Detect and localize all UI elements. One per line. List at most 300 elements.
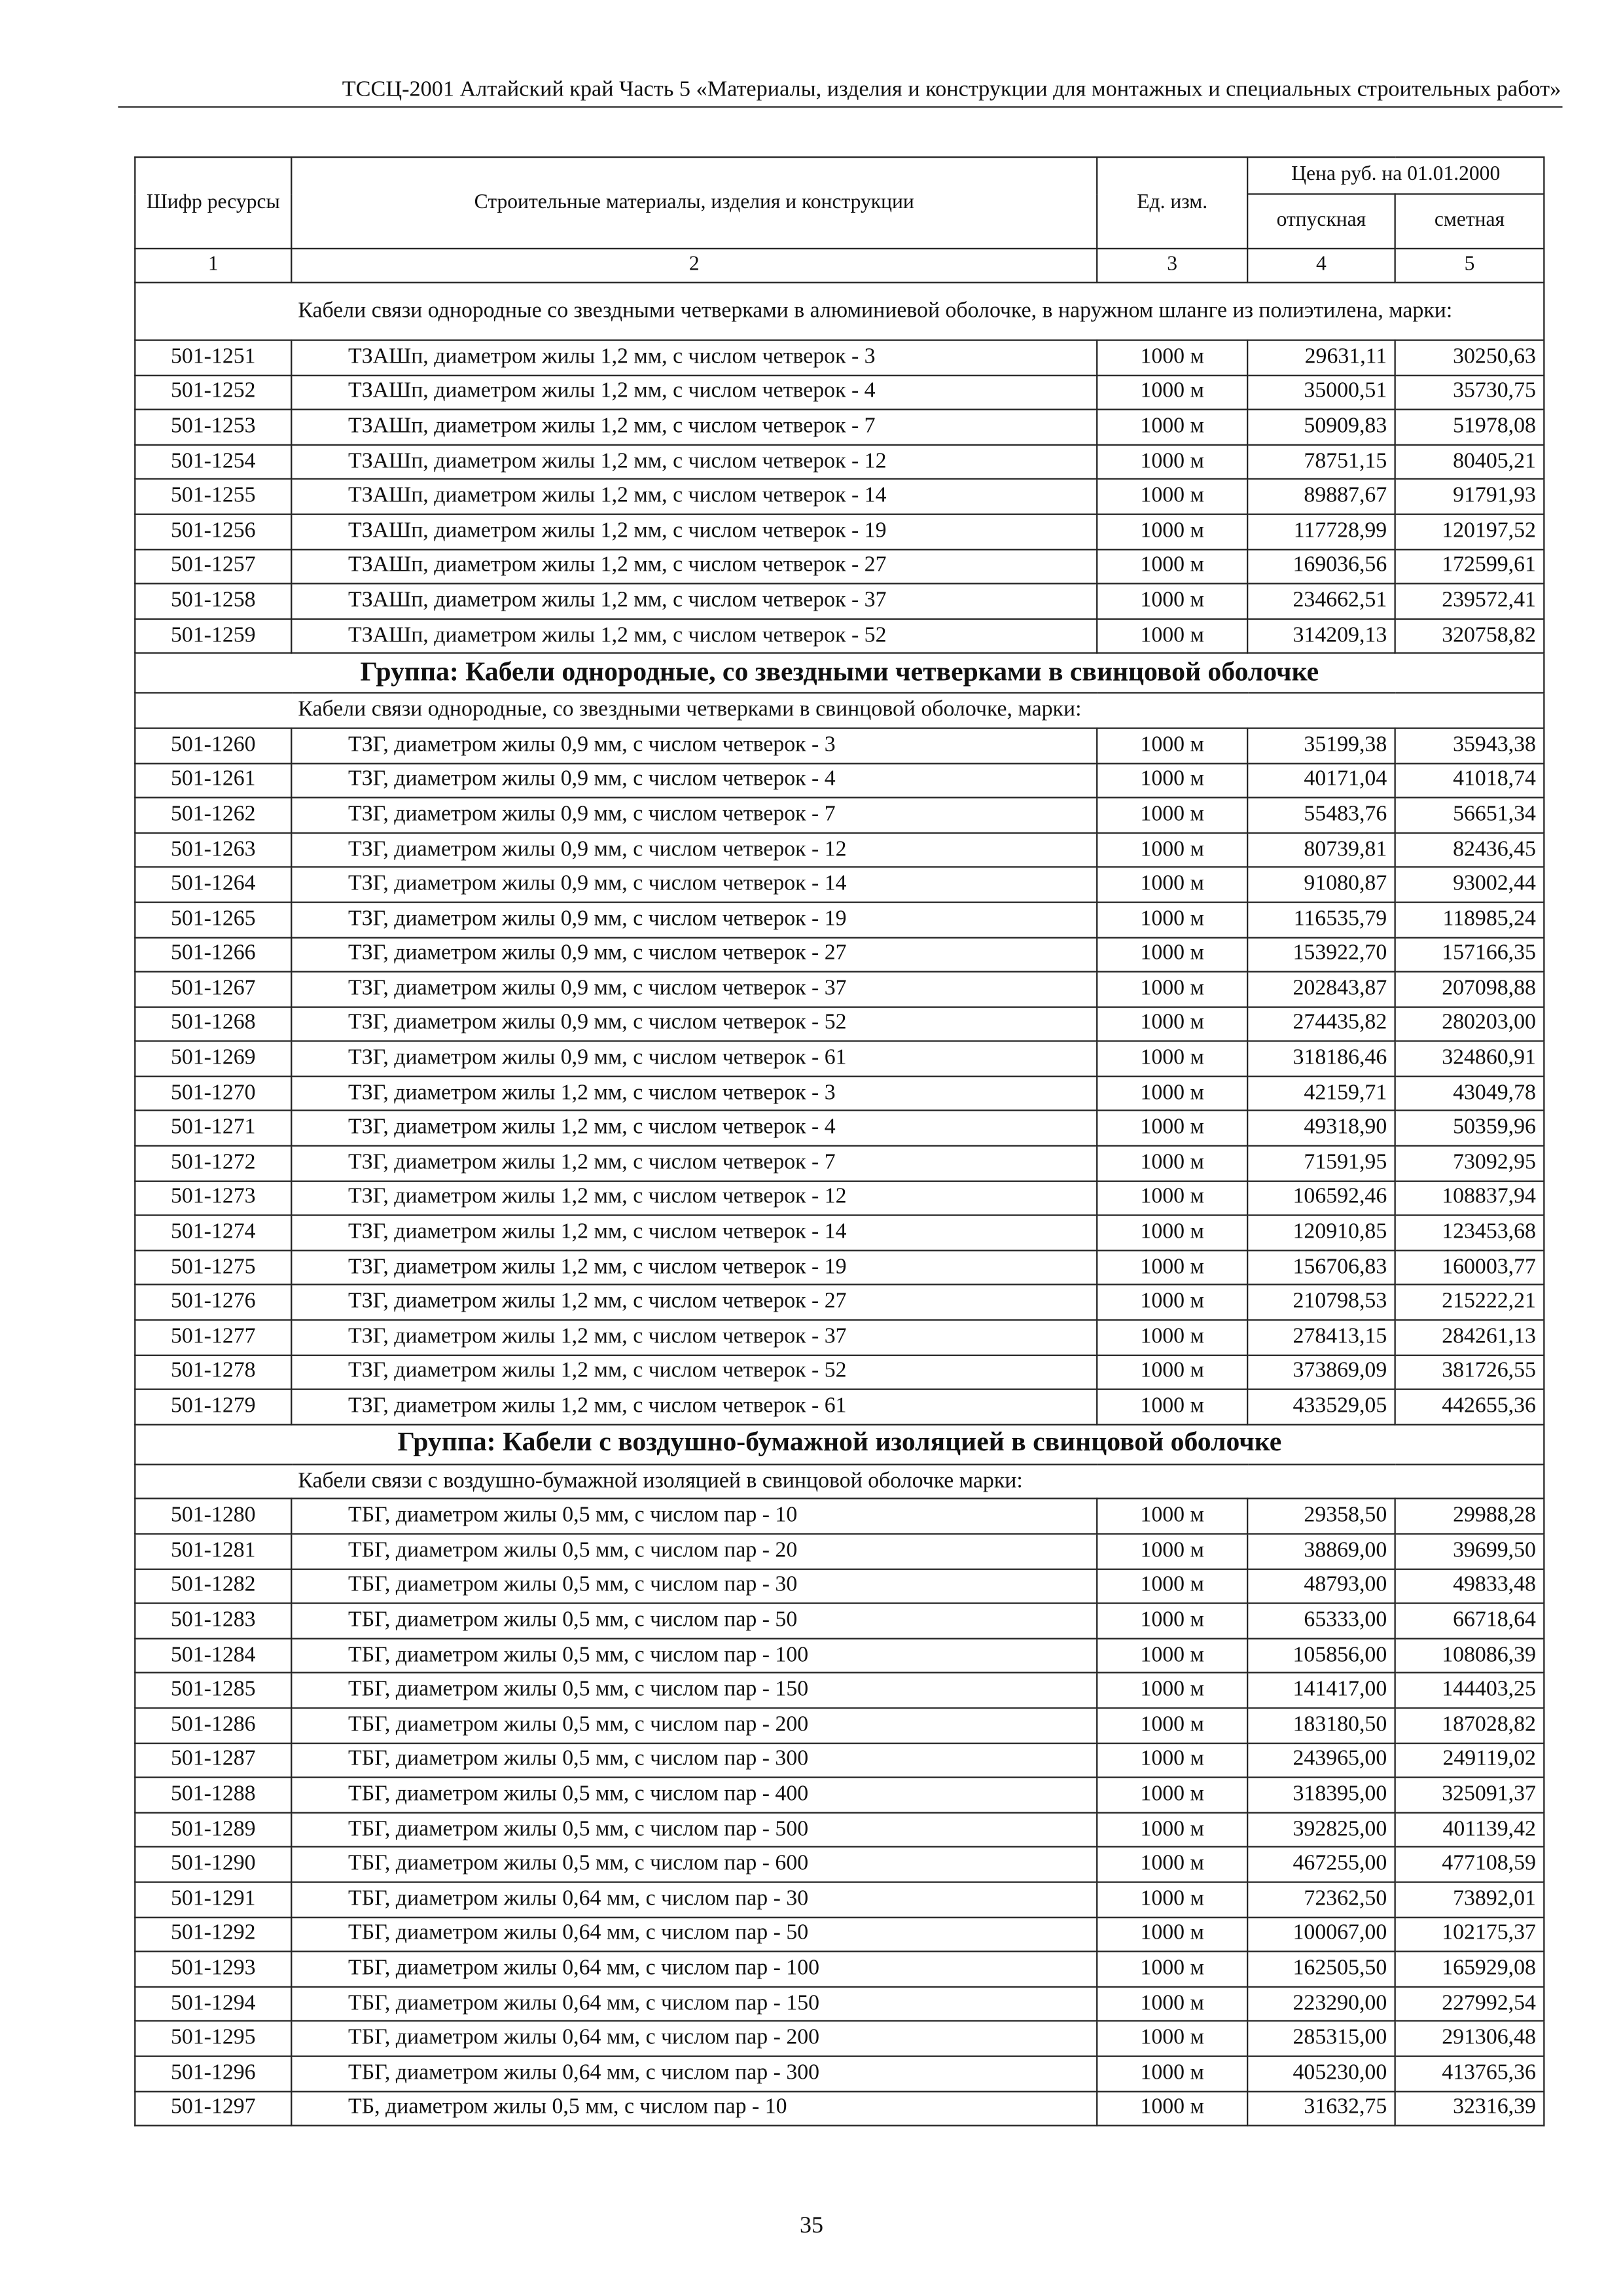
column-number: 1 <box>135 249 291 283</box>
unit-of-measure: 1000 м <box>1097 340 1247 375</box>
unit-of-measure: 1000 м <box>1097 1534 1247 1569</box>
release-price: 49318,90 <box>1247 1111 1395 1146</box>
resource-code: 501-1287 <box>135 1743 291 1778</box>
table-row <box>135 1986 1544 2021</box>
resource-code: 501-1291 <box>135 1882 291 1916</box>
table-row <box>135 584 1544 619</box>
release-price: 71591,95 <box>1247 1146 1395 1181</box>
table-row <box>135 1355 1544 1390</box>
estimate-price: 66718,64 <box>1395 1604 1544 1638</box>
unit-of-measure: 1000 м <box>1097 1215 1247 1250</box>
estimate-price: 477108,59 <box>1395 1847 1544 1882</box>
estimate-price: 187028,82 <box>1395 1708 1544 1743</box>
estimate-price: 165929,08 <box>1395 1952 1544 1986</box>
estimate-price: 32316,39 <box>1395 2091 1544 2126</box>
resource-code: 501-1279 <box>135 1390 291 1424</box>
release-price: 55483,76 <box>1247 798 1395 833</box>
estimate-price: 442655,36 <box>1395 1390 1544 1424</box>
table-row <box>135 1390 1544 1424</box>
material-name: ТБГ, диаметром жилы 0,5 мм, с числом пар - 500 <box>291 1812 1097 1847</box>
estimate-price: 320758,82 <box>1395 619 1544 653</box>
resource-code: 501-1259 <box>135 619 291 653</box>
section-intro-row <box>135 283 1544 340</box>
estimate-price: 51978,08 <box>1395 410 1544 444</box>
material-name: ТБГ, диаметром жилы 0,5 мм, с числом пар - 200 <box>291 1708 1097 1743</box>
unit-of-measure: 1000 м <box>1097 1146 1247 1181</box>
release-price: 35199,38 <box>1247 728 1395 762</box>
unit-of-measure: 1000 м <box>1097 1708 1247 1743</box>
table-row <box>135 1041 1544 1076</box>
resource-code: 501-1278 <box>135 1355 291 1390</box>
release-price: 100067,00 <box>1247 1917 1395 1952</box>
section-intro-row <box>135 1464 1544 1499</box>
material-name: ТЗГ, диаметром жилы 1,2 мм, с числом четверок - 61 <box>291 1390 1097 1424</box>
resource-code: 501-1281 <box>135 1534 291 1569</box>
table-row <box>135 1638 1544 1673</box>
release-price: 202843,87 <box>1247 972 1395 1007</box>
estimate-price: 56651,34 <box>1395 798 1544 833</box>
release-price: 223290,00 <box>1247 1986 1395 2021</box>
material-name: ТЗГ, диаметром жилы 1,2 мм, с числом четверок - 37 <box>291 1320 1097 1355</box>
table-row <box>135 1812 1544 1847</box>
table-row <box>135 1215 1544 1250</box>
resource-code: 501-1293 <box>135 1952 291 1986</box>
estimate-price: 93002,44 <box>1395 867 1544 902</box>
release-price: 48793,00 <box>1247 1569 1395 1604</box>
unit-of-measure: 1000 м <box>1097 1390 1247 1424</box>
estimate-price: 73092,95 <box>1395 1146 1544 1181</box>
table-row <box>135 1708 1544 1743</box>
table-row <box>135 1320 1544 1355</box>
release-price: 141417,00 <box>1247 1673 1395 1708</box>
header-estimate-price: сметная <box>1395 194 1544 248</box>
release-price: 65333,00 <box>1247 1604 1395 1638</box>
material-name: ТЗГ, диаметром жилы 1,2 мм, с числом четверок - 3 <box>291 1076 1097 1111</box>
unit-of-measure: 1000 м <box>1097 1076 1247 1111</box>
unit-of-measure: 1000 м <box>1097 1673 1247 1708</box>
resource-code: 501-1261 <box>135 763 291 798</box>
material-name: ТБГ, диаметром жилы 0,64 мм, с числом пар - 100 <box>291 1952 1097 1986</box>
estimate-price: 172599,61 <box>1395 549 1544 584</box>
price-table <box>134 156 1544 2126</box>
header-rule <box>118 106 1562 107</box>
material-name: ТБГ, диаметром жилы 0,5 мм, с числом пар - 20 <box>291 1534 1097 1569</box>
table-row <box>135 763 1544 798</box>
resource-code: 501-1266 <box>135 937 291 972</box>
table-row <box>135 867 1544 902</box>
table-row <box>135 798 1544 833</box>
release-price: 183180,50 <box>1247 1708 1395 1743</box>
estimate-price: 280203,00 <box>1395 1007 1544 1041</box>
unit-of-measure: 1000 м <box>1097 584 1247 619</box>
resource-code: 501-1267 <box>135 972 291 1007</box>
unit-of-measure: 1000 м <box>1097 1355 1247 1390</box>
unit-of-measure: 1000 м <box>1097 833 1247 867</box>
table-row <box>135 833 1544 867</box>
table-row <box>135 937 1544 972</box>
estimate-price: 227992,54 <box>1395 1986 1544 2021</box>
unit-of-measure: 1000 м <box>1097 1986 1247 2021</box>
release-price: 153922,70 <box>1247 937 1395 972</box>
resource-code: 501-1292 <box>135 1917 291 1952</box>
material-name: ТЗГ, диаметром жилы 0,9 мм, с числом четверок - 19 <box>291 902 1097 937</box>
table-row <box>135 549 1544 584</box>
group-row <box>135 1424 1544 1464</box>
table-row <box>135 1743 1544 1778</box>
resource-code: 501-1258 <box>135 584 291 619</box>
resource-code: 501-1265 <box>135 902 291 937</box>
material-name: ТЗГ, диаметром жилы 1,2 мм, с числом четверок - 7 <box>291 1146 1097 1181</box>
table-row <box>135 1499 1544 1534</box>
material-name: ТБГ, диаметром жилы 0,64 мм, с числом пар - 150 <box>291 1986 1097 2021</box>
material-name: ТЗГ, диаметром жилы 0,9 мм, с числом четверок - 61 <box>291 1041 1097 1076</box>
unit-of-measure: 1000 м <box>1097 375 1247 410</box>
estimate-price: 123453,68 <box>1395 1215 1544 1250</box>
release-price: 234662,51 <box>1247 584 1395 619</box>
material-name: ТЗГ, диаметром жилы 0,9 мм, с числом четверок - 12 <box>291 833 1097 867</box>
estimate-price: 50359,96 <box>1395 1111 1544 1146</box>
material-name: ТЗГ, диаметром жилы 1,2 мм, с числом четверок - 12 <box>291 1181 1097 1215</box>
material-name: ТБГ, диаметром жилы 0,64 мм, с числом пар - 50 <box>291 1917 1097 1952</box>
release-price: 29631,11 <box>1247 340 1395 375</box>
resource-code: 501-1275 <box>135 1250 291 1285</box>
unit-of-measure: 1000 м <box>1097 798 1247 833</box>
table-row <box>135 2056 1544 2090</box>
material-name: ТБГ, диаметром жилы 0,64 мм, с числом пар - 30 <box>291 1882 1097 1916</box>
unit-of-measure: 1000 м <box>1097 1882 1247 1916</box>
resource-code: 501-1297 <box>135 2091 291 2126</box>
group-row <box>135 653 1544 693</box>
material-name: ТЗГ, диаметром жилы 0,9 мм, с числом четверок - 4 <box>291 763 1097 798</box>
unit-of-measure: 1000 м <box>1097 902 1247 937</box>
release-price: 42159,71 <box>1247 1076 1395 1111</box>
header-release-price: отпускная <box>1247 194 1395 248</box>
resource-code: 501-1273 <box>135 1181 291 1215</box>
material-name: ТБГ, диаметром жилы 0,64 мм, с числом пар - 200 <box>291 2021 1097 2056</box>
table-row <box>135 1534 1544 1569</box>
release-price: 40171,04 <box>1247 763 1395 798</box>
unit-of-measure: 1000 м <box>1097 1111 1247 1146</box>
unit-of-measure: 1000 м <box>1097 728 1247 762</box>
estimate-price: 39699,50 <box>1395 1534 1544 1569</box>
material-name: ТБГ, диаметром жилы 0,64 мм, с числом пар - 300 <box>291 2056 1097 2090</box>
table-row <box>135 1146 1544 1181</box>
release-price: 318395,00 <box>1247 1778 1395 1812</box>
material-name: ТЗГ, диаметром жилы 0,9 мм, с числом четверок - 7 <box>291 798 1097 833</box>
release-price: 106592,46 <box>1247 1181 1395 1215</box>
material-name: ТЗГ, диаметром жилы 1,2 мм, с числом четверок - 52 <box>291 1355 1097 1390</box>
unit-of-measure: 1000 м <box>1097 514 1247 549</box>
resource-code: 501-1256 <box>135 514 291 549</box>
estimate-price: 413765,36 <box>1395 2056 1544 2090</box>
estimate-price: 82436,45 <box>1395 833 1544 867</box>
material-name: ТЗАШп, диаметром жилы 1,2 мм, с числом четверок - 14 <box>291 479 1097 514</box>
table-row <box>135 619 1544 653</box>
resource-code: 501-1251 <box>135 340 291 375</box>
release-price: 405230,00 <box>1247 2056 1395 2090</box>
estimate-price: 160003,77 <box>1395 1250 1544 1285</box>
section-intro: Кабели связи с воздушно-бумажной изоляцией в свинцовой оболочке марки: <box>135 1464 1544 1499</box>
column-number: 5 <box>1395 249 1544 283</box>
release-price: 91080,87 <box>1247 867 1395 902</box>
release-price: 274435,82 <box>1247 1007 1395 1041</box>
section-intro: Кабели связи однородные со звездными четверками в алюминиевой оболочке, в наружном шланге из полиэтилена, марки: <box>135 283 1544 340</box>
release-price: 29358,50 <box>1247 1499 1395 1534</box>
estimate-price: 120197,52 <box>1395 514 1544 549</box>
unit-of-measure: 1000 м <box>1097 1499 1247 1534</box>
resource-code: 501-1269 <box>135 1041 291 1076</box>
table-row <box>135 1778 1544 1812</box>
release-price: 318186,46 <box>1247 1041 1395 1076</box>
header-name: Строительные материалы, изделия и конструкции <box>291 157 1097 249</box>
unit-of-measure: 1000 м <box>1097 867 1247 902</box>
unit-of-measure: 1000 м <box>1097 763 1247 798</box>
unit-of-measure: 1000 м <box>1097 1320 1247 1355</box>
resource-code: 501-1294 <box>135 1986 291 2021</box>
page-number: 35 <box>799 2213 824 2239</box>
section-intro: Кабели связи однородные, со звездными четверками в свинцовой оболочке, марки: <box>135 693 1544 728</box>
unit-of-measure: 1000 м <box>1097 1285 1247 1320</box>
estimate-price: 144403,25 <box>1395 1673 1544 1708</box>
material-name: ТБГ, диаметром жилы 0,5 мм, с числом пар - 100 <box>291 1638 1097 1673</box>
estimate-price: 35943,38 <box>1395 728 1544 762</box>
table-row <box>135 1181 1544 1215</box>
estimate-price: 239572,41 <box>1395 584 1544 619</box>
material-name: ТБГ, диаметром жилы 0,5 мм, с числом пар - 600 <box>291 1847 1097 1882</box>
table-row <box>135 1285 1544 1320</box>
resource-code: 501-1290 <box>135 1847 291 1882</box>
unit-of-measure: 1000 м <box>1097 1250 1247 1285</box>
release-price: 373869,09 <box>1247 1355 1395 1390</box>
material-name: ТЗГ, диаметром жилы 1,2 мм, с числом четверок - 14 <box>291 1215 1097 1250</box>
resource-code: 501-1268 <box>135 1007 291 1041</box>
unit-of-measure: 1000 м <box>1097 1917 1247 1952</box>
material-name: ТЗАШп, диаметром жилы 1,2 мм, с числом четверок - 37 <box>291 584 1097 619</box>
resource-code: 501-1263 <box>135 833 291 867</box>
release-price: 278413,15 <box>1247 1320 1395 1355</box>
release-price: 78751,15 <box>1247 444 1395 479</box>
release-price: 31632,75 <box>1247 2091 1395 2126</box>
resource-code: 501-1253 <box>135 410 291 444</box>
material-name: ТЗГ, диаметром жилы 1,2 мм, с числом четверок - 27 <box>291 1285 1097 1320</box>
resource-code: 501-1255 <box>135 479 291 514</box>
unit-of-measure: 1000 м <box>1097 444 1247 479</box>
table-row <box>135 1847 1544 1882</box>
material-name: ТЗГ, диаметром жилы 1,2 мм, с числом четверок - 4 <box>291 1111 1097 1146</box>
resource-code: 501-1252 <box>135 375 291 410</box>
release-price: 314209,13 <box>1247 619 1395 653</box>
resource-code: 501-1276 <box>135 1285 291 1320</box>
unit-of-measure: 1000 м <box>1097 1604 1247 1638</box>
release-price: 433529,05 <box>1247 1390 1395 1424</box>
resource-code: 501-1295 <box>135 2021 291 2056</box>
resource-code: 501-1289 <box>135 1812 291 1847</box>
unit-of-measure: 1000 м <box>1097 1778 1247 1812</box>
unit-of-measure: 1000 м <box>1097 479 1247 514</box>
section-intro-row <box>135 693 1544 728</box>
table-header <box>135 157 1544 283</box>
resource-code: 501-1280 <box>135 1499 291 1534</box>
material-name: ТЗГ, диаметром жилы 0,9 мм, с числом четверок - 37 <box>291 972 1097 1007</box>
release-price: 72362,50 <box>1247 1882 1395 1916</box>
estimate-price: 215222,21 <box>1395 1285 1544 1320</box>
release-price: 117728,99 <box>1247 514 1395 549</box>
group-title: Группа: Кабели с воздушно-бумажной изоляцией в свинцовой оболочке <box>135 1424 1544 1464</box>
unit-of-measure: 1000 м <box>1097 1007 1247 1041</box>
release-price: 120910,85 <box>1247 1215 1395 1250</box>
table-row <box>135 1007 1544 1041</box>
resource-code: 501-1272 <box>135 1146 291 1181</box>
column-number: 2 <box>291 249 1097 283</box>
unit-of-measure: 1000 м <box>1097 2091 1247 2126</box>
header-unit: Ед. изм. <box>1097 157 1247 249</box>
release-price: 35000,51 <box>1247 375 1395 410</box>
resource-code: 501-1284 <box>135 1638 291 1673</box>
material-name: ТБГ, диаметром жилы 0,5 мм, с числом пар - 10 <box>291 1499 1097 1534</box>
table-row <box>135 1250 1544 1285</box>
estimate-price: 43049,78 <box>1395 1076 1544 1111</box>
material-name: ТЗГ, диаметром жилы 0,9 мм, с числом четверок - 52 <box>291 1007 1097 1041</box>
release-price: 243965,00 <box>1247 1743 1395 1778</box>
resource-code: 501-1264 <box>135 867 291 902</box>
release-price: 210798,53 <box>1247 1285 1395 1320</box>
resource-code: 501-1288 <box>135 1778 291 1812</box>
table-row <box>135 1882 1544 1916</box>
material-name: ТЗАШп, диаметром жилы 1,2 мм, с числом четверок - 12 <box>291 444 1097 479</box>
table-row <box>135 902 1544 937</box>
unit-of-measure: 1000 м <box>1097 1812 1247 1847</box>
resource-code: 501-1274 <box>135 1215 291 1250</box>
estimate-price: 249119,02 <box>1395 1743 1544 1778</box>
unit-of-measure: 1000 м <box>1097 1041 1247 1076</box>
release-price: 105856,00 <box>1247 1638 1395 1673</box>
unit-of-measure: 1000 м <box>1097 1181 1247 1215</box>
material-name: ТЗАШп, диаметром жилы 1,2 мм, с числом четверок - 52 <box>291 619 1097 653</box>
table-row <box>135 2021 1544 2056</box>
release-price: 392825,00 <box>1247 1812 1395 1847</box>
estimate-price: 108086,39 <box>1395 1638 1544 1673</box>
unit-of-measure: 1000 м <box>1097 619 1247 653</box>
estimate-price: 325091,37 <box>1395 1778 1544 1812</box>
material-name: ТЗГ, диаметром жилы 0,9 мм, с числом четверок - 14 <box>291 867 1097 902</box>
table-row <box>135 410 1544 444</box>
resource-code: 501-1296 <box>135 2056 291 2090</box>
material-name: ТЗАШп, диаметром жилы 1,2 мм, с числом четверок - 3 <box>291 340 1097 375</box>
table-row <box>135 972 1544 1007</box>
release-price: 38869,00 <box>1247 1534 1395 1569</box>
table-row <box>135 479 1544 514</box>
estimate-price: 381726,55 <box>1395 1355 1544 1390</box>
release-price: 467255,00 <box>1247 1847 1395 1882</box>
running-header: ТССЦ-2001 Алтайский край Часть 5 «Материалы, изделия и конструкции для монтажных и специальных строительных работ» <box>342 77 1561 102</box>
material-name: ТБГ, диаметром жилы 0,5 мм, с числом пар - 400 <box>291 1778 1097 1812</box>
unit-of-measure: 1000 м <box>1097 549 1247 584</box>
header-price: Цена руб. на 01.01.2000 <box>1247 157 1544 194</box>
material-name: ТБ, диаметром жилы 0,5 мм, с числом пар - 10 <box>291 2091 1097 2126</box>
estimate-price: 49833,48 <box>1395 1569 1544 1604</box>
unit-of-measure: 1000 м <box>1097 1569 1247 1604</box>
table-row <box>135 1952 1544 1986</box>
column-number: 3 <box>1097 249 1247 283</box>
unit-of-measure: 1000 м <box>1097 937 1247 972</box>
table-row <box>135 2091 1544 2126</box>
table-row <box>135 1673 1544 1708</box>
resource-code: 501-1283 <box>135 1604 291 1638</box>
estimate-price: 157166,35 <box>1395 937 1544 972</box>
unit-of-measure: 1000 м <box>1097 972 1247 1007</box>
material-name: ТЗАШп, диаметром жилы 1,2 мм, с числом четверок - 19 <box>291 514 1097 549</box>
release-price: 156706,83 <box>1247 1250 1395 1285</box>
table-row <box>135 1917 1544 1952</box>
column-number: 4 <box>1247 249 1395 283</box>
resource-code: 501-1286 <box>135 1708 291 1743</box>
table-row <box>135 1076 1544 1111</box>
material-name: ТБГ, диаметром жилы 0,5 мм, с числом пар - 50 <box>291 1604 1097 1638</box>
material-name: ТБГ, диаметром жилы 0,5 мм, с числом пар - 30 <box>291 1569 1097 1604</box>
table-row <box>135 728 1544 762</box>
material-name: ТЗАШп, диаметром жилы 1,2 мм, с числом четверок - 27 <box>291 549 1097 584</box>
resource-code: 501-1270 <box>135 1076 291 1111</box>
release-price: 50909,83 <box>1247 410 1395 444</box>
estimate-price: 41018,74 <box>1395 763 1544 798</box>
unit-of-measure: 1000 м <box>1097 1847 1247 1882</box>
material-name: ТЗАШп, диаметром жилы 1,2 мм, с числом четверок - 7 <box>291 410 1097 444</box>
material-name: ТЗГ, диаметром жилы 0,9 мм, с числом четверок - 27 <box>291 937 1097 972</box>
estimate-price: 91791,93 <box>1395 479 1544 514</box>
estimate-price: 284261,13 <box>1395 1320 1544 1355</box>
material-name: ТБГ, диаметром жилы 0,5 мм, с числом пар - 300 <box>291 1743 1097 1778</box>
table-row <box>135 514 1544 549</box>
table-row <box>135 340 1544 375</box>
estimate-price: 291306,48 <box>1395 2021 1544 2056</box>
resource-code: 501-1262 <box>135 798 291 833</box>
group-title: Группа: Кабели однородные, со звездными четверками в свинцовой оболочке <box>135 653 1544 693</box>
resource-code: 501-1282 <box>135 1569 291 1604</box>
release-price: 169036,56 <box>1247 549 1395 584</box>
estimate-price: 29988,28 <box>1395 1499 1544 1534</box>
unit-of-measure: 1000 м <box>1097 1952 1247 1986</box>
table-row <box>135 375 1544 410</box>
estimate-price: 30250,63 <box>1395 340 1544 375</box>
estimate-price: 108837,94 <box>1395 1181 1544 1215</box>
unit-of-measure: 1000 м <box>1097 1743 1247 1778</box>
resource-code: 501-1271 <box>135 1111 291 1146</box>
table-row <box>135 1604 1544 1638</box>
unit-of-measure: 1000 м <box>1097 2056 1247 2090</box>
resource-code: 501-1254 <box>135 444 291 479</box>
estimate-price: 401139,42 <box>1395 1812 1544 1847</box>
resource-code: 501-1257 <box>135 549 291 584</box>
release-price: 285315,00 <box>1247 2021 1395 2056</box>
material-name: ТЗГ, диаметром жилы 0,9 мм, с числом четверок - 3 <box>291 728 1097 762</box>
material-name: ТБГ, диаметром жилы 0,5 мм, с числом пар - 150 <box>291 1673 1097 1708</box>
material-name: ТЗАШп, диаметром жилы 1,2 мм, с числом четверок - 4 <box>291 375 1097 410</box>
release-price: 162505,50 <box>1247 1952 1395 1986</box>
estimate-price: 324860,91 <box>1395 1041 1544 1076</box>
material-name: ТЗГ, диаметром жилы 1,2 мм, с числом четверок - 19 <box>291 1250 1097 1285</box>
release-price: 89887,67 <box>1247 479 1395 514</box>
table-row <box>135 1569 1544 1604</box>
estimate-price: 102175,37 <box>1395 1917 1544 1952</box>
release-price: 80739,81 <box>1247 833 1395 867</box>
table-row <box>135 1111 1544 1146</box>
header-code: Шифр ресурсы <box>135 157 291 249</box>
estimate-price: 80405,21 <box>1395 444 1544 479</box>
estimate-price: 118985,24 <box>1395 902 1544 937</box>
unit-of-measure: 1000 м <box>1097 2021 1247 2056</box>
estimate-price: 207098,88 <box>1395 972 1544 1007</box>
table-body <box>135 283 1544 2126</box>
